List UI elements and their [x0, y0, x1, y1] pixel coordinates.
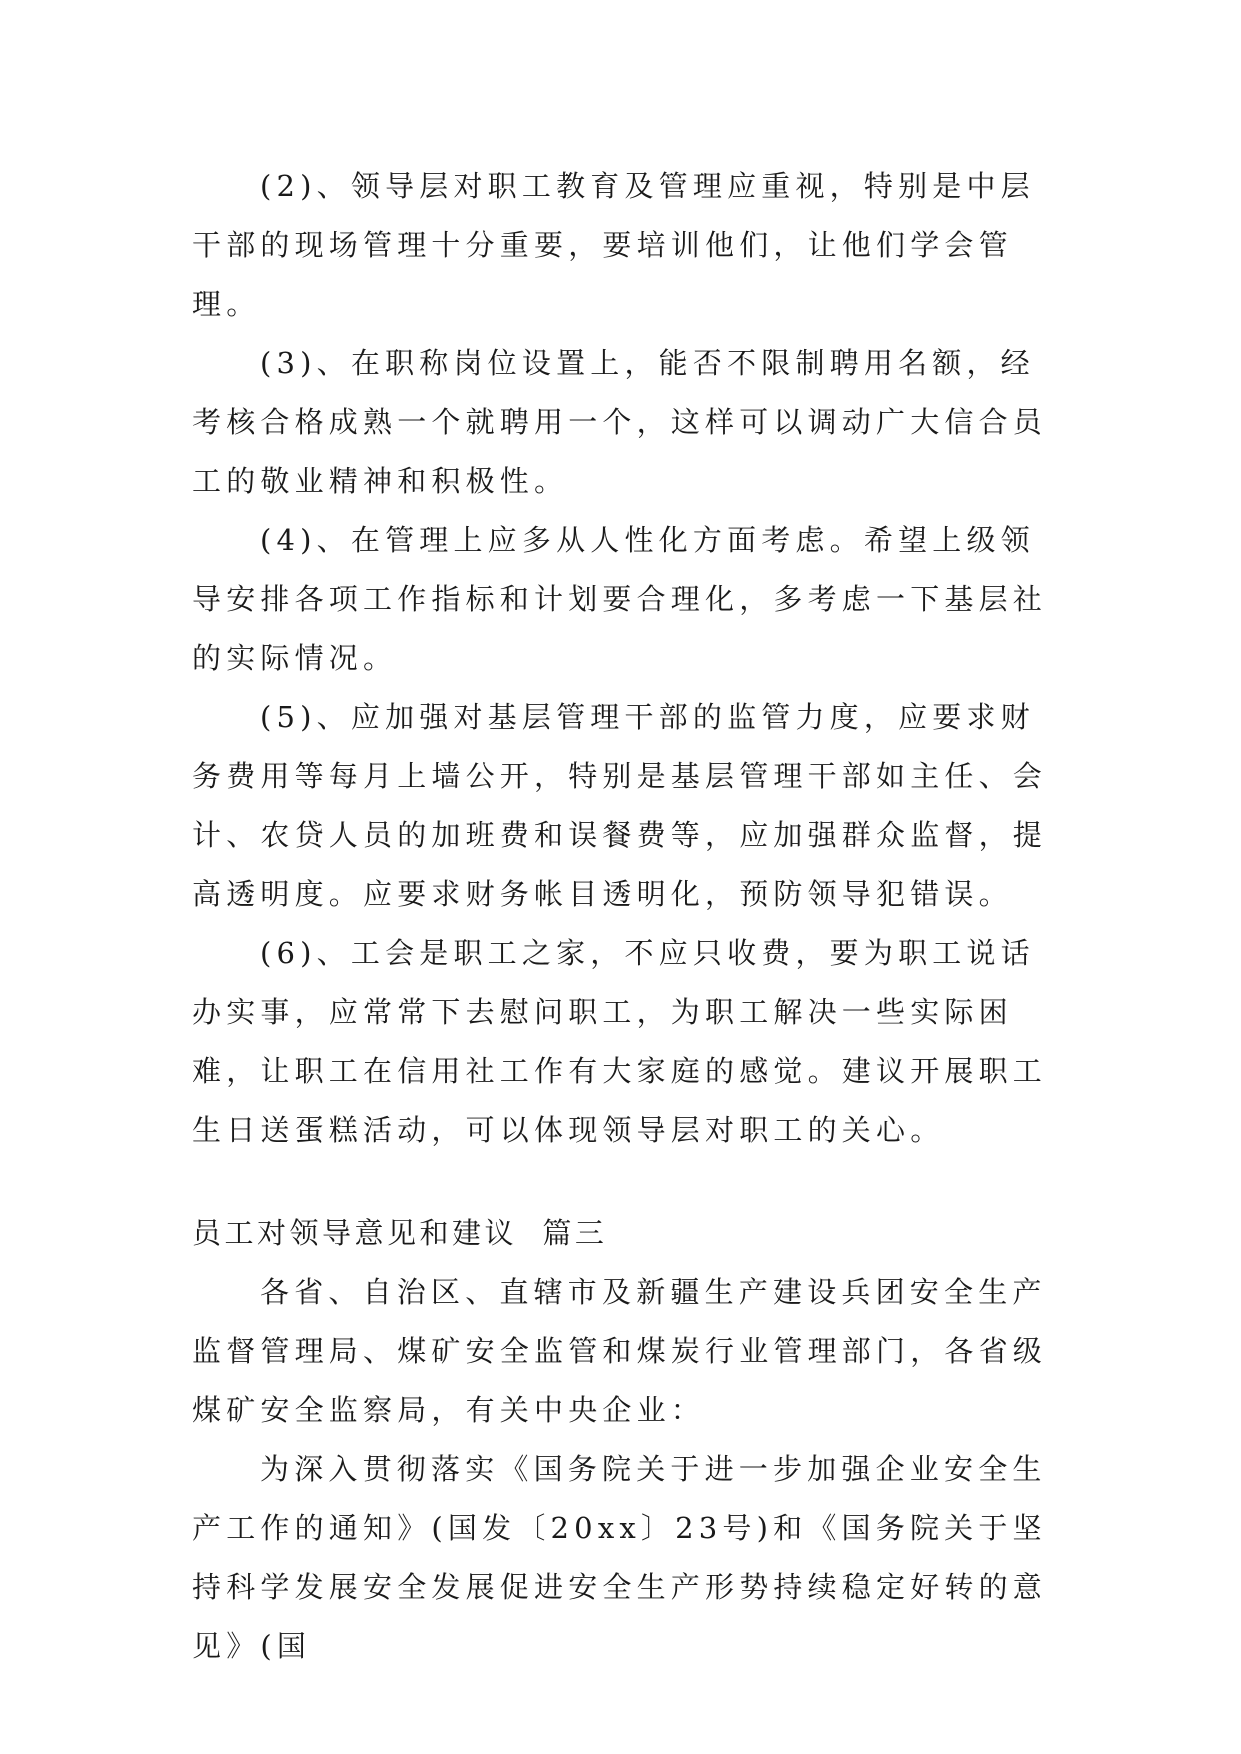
paragraph-item-3: (3)、在职称岗位设置上，能否不限制聘用名额，经考核合格成熟一个就聘用一个，这样可以调动广大信合员工的敬业精神和积极性。: [192, 346, 1048, 498]
notice-addressees: 各省、自治区、直辖市及新疆生产建设兵团安全生产监督管理局、煤矿安全监管和煤炭行业管理部门，各省级煤矿安全监察局，有关中央企业：: [192, 1275, 1048, 1427]
paragraph-item-5: (5)、应加强对基层管理干部的监管力度，应要求财务费用等每月上墙公开，特别是基层管理干部如主任、会计、农贷人员的加班费和误餐费等，应加强群众监督，提高透明度。应要求财务帐目透明化，预防领导犯错误。: [192, 700, 1048, 911]
paragraph-item-6: (6)、工会是职工之家，不应只收费，要为职工说话办实事，应常常下去慰问职工，为职工解决一些实际困难，让职工在信用社工作有大家庭的感觉。建议开展职工生日送蛋糕活动，可以体现领导层对职工的关心。: [192, 936, 1048, 1147]
paragraph-item-2: (2)、领导层对职工教育及管理应重视，特别是中层干部的现场管理十分重要，要培训他们，让他们学会管理。: [192, 169, 1035, 321]
section-heading: 员工对领导意见和建议 篇三: [192, 1216, 608, 1250]
document-body: [192, 157, 1062, 1676]
notice-body-paragraph: 为深入贯彻落实《国务院关于进一步加强企业安全生产工作的通知》(国发〔20xx〕23号)和《国务院关于坚持科学发展安全发展促进安全生产形势持续稳定好转的意见》(国: [192, 1452, 1048, 1663]
paragraph-item-4: (4)、在管理上应多从人性化方面考虑。希望上级领导安排各项工作指标和计划要合理化，多考虑一下基层社的实际情况。: [192, 523, 1048, 675]
